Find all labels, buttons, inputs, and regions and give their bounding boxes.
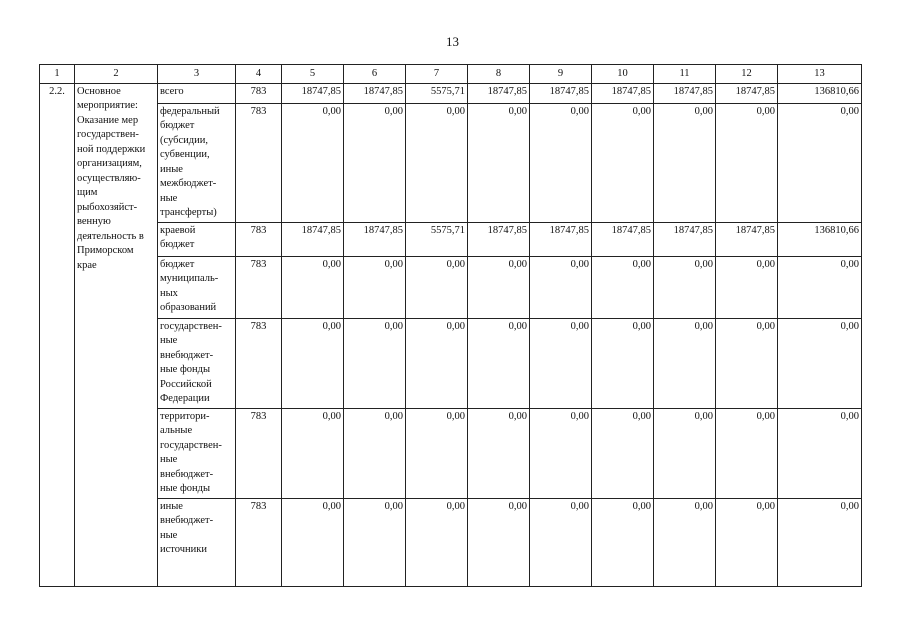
column-header: 2 — [75, 65, 158, 84]
funding-source: федеральный бюджет (субсидии, субвенции, иные межбюджет- ные трансферты) — [158, 104, 236, 223]
value-cell: 0,00 — [344, 104, 406, 223]
total-cell: 136810,66 — [778, 222, 862, 256]
value-cell: 0,00 — [716, 318, 778, 408]
column-header: 6 — [344, 65, 406, 84]
value-cell: 0,00 — [468, 408, 530, 498]
column-header: 11 — [654, 65, 716, 84]
value-cell: 18747,85 — [344, 84, 406, 104]
value-cell: 0,00 — [282, 318, 344, 408]
value-cell: 0,00 — [654, 256, 716, 318]
value-cell: 0,00 — [530, 104, 592, 223]
value-cell: 0,00 — [468, 498, 530, 586]
value-cell: 0,00 — [592, 318, 654, 408]
value-cell: 0,00 — [406, 256, 468, 318]
value-cell: 0,00 — [654, 318, 716, 408]
total-cell: 0,00 — [778, 104, 862, 223]
total-cell: 136810,66 — [778, 84, 862, 104]
value-cell: 0,00 — [530, 498, 592, 586]
value-cell: 0,00 — [282, 408, 344, 498]
column-header: 10 — [592, 65, 654, 84]
value-cell: 18747,85 — [654, 84, 716, 104]
value-cell: 5575,71 — [406, 84, 468, 104]
code-cell: 783 — [236, 104, 282, 223]
value-cell: 0,00 — [282, 256, 344, 318]
value-cell: 0,00 — [530, 408, 592, 498]
value-cell: 18747,85 — [468, 84, 530, 104]
column-header: 7 — [406, 65, 468, 84]
value-cell: 18747,85 — [654, 222, 716, 256]
value-cell: 0,00 — [344, 498, 406, 586]
column-header: 4 — [236, 65, 282, 84]
item-title: Основное мероприятие: Оказание мер государствен- ной поддержки организациям, осуществляю- щим рыбохозяйст- венную деятельность в Приморском крае — [75, 84, 158, 587]
value-cell: 0,00 — [468, 256, 530, 318]
table-row — [40, 256, 862, 318]
code-cell: 783 — [236, 222, 282, 256]
funding-source: всего — [158, 84, 236, 104]
value-cell: 0,00 — [592, 498, 654, 586]
table-row — [40, 84, 862, 104]
value-cell: 0,00 — [468, 318, 530, 408]
column-header: 8 — [468, 65, 530, 84]
table-row — [40, 222, 862, 256]
funding-source: территори- альные государствен- ные внебюджет- ные фонды — [158, 408, 236, 498]
value-cell: 0,00 — [592, 104, 654, 223]
value-cell: 5575,71 — [406, 222, 468, 256]
value-cell: 18747,85 — [592, 84, 654, 104]
total-cell: 0,00 — [778, 318, 862, 408]
value-cell: 0,00 — [344, 318, 406, 408]
table-row — [40, 408, 862, 498]
value-cell: 18747,85 — [592, 222, 654, 256]
value-cell: 18747,85 — [344, 222, 406, 256]
value-cell: 0,00 — [406, 104, 468, 223]
value-cell: 18747,85 — [530, 84, 592, 104]
value-cell: 18747,85 — [282, 222, 344, 256]
page-number: 13 — [446, 34, 459, 49]
column-header: 12 — [716, 65, 778, 84]
column-number-row — [40, 65, 862, 84]
funding-source: государствен- ные внебюджет- ные фонды Российской Федерации — [158, 318, 236, 408]
column-header: 13 — [778, 65, 862, 84]
value-cell: 0,00 — [530, 256, 592, 318]
total-cell: 0,00 — [778, 498, 862, 586]
value-cell: 0,00 — [654, 408, 716, 498]
code-cell: 783 — [236, 318, 282, 408]
table-row — [40, 104, 862, 223]
column-header: 1 — [40, 65, 75, 84]
funding-source: иные внебюджет- ные источники — [158, 498, 236, 586]
total-cell: 0,00 — [778, 256, 862, 318]
value-cell: 0,00 — [468, 104, 530, 223]
value-cell: 0,00 — [530, 318, 592, 408]
value-cell: 0,00 — [654, 498, 716, 586]
value-cell: 18747,85 — [530, 222, 592, 256]
value-cell: 0,00 — [282, 104, 344, 223]
value-cell: 0,00 — [406, 408, 468, 498]
value-cell: 0,00 — [406, 498, 468, 586]
code-cell: 783 — [236, 408, 282, 498]
code-cell: 783 — [236, 84, 282, 104]
value-cell: 0,00 — [716, 256, 778, 318]
value-cell: 0,00 — [592, 256, 654, 318]
table-row — [40, 318, 862, 408]
column-header: 9 — [530, 65, 592, 84]
value-cell: 0,00 — [282, 498, 344, 586]
table-row — [40, 498, 862, 586]
value-cell: 18747,85 — [716, 84, 778, 104]
value-cell: 18747,85 — [716, 222, 778, 256]
value-cell: 0,00 — [344, 256, 406, 318]
item-number: 2.2. — [40, 84, 75, 587]
value-cell: 0,00 — [654, 104, 716, 223]
value-cell: 0,00 — [344, 408, 406, 498]
value-cell: 18747,85 — [282, 84, 344, 104]
value-cell: 0,00 — [406, 318, 468, 408]
column-header: 3 — [158, 65, 236, 84]
funding-source: краевой бюджет — [158, 222, 236, 256]
code-cell: 783 — [236, 498, 282, 586]
total-cell: 0,00 — [778, 408, 862, 498]
value-cell: 18747,85 — [468, 222, 530, 256]
value-cell: 0,00 — [716, 104, 778, 223]
value-cell: 0,00 — [716, 408, 778, 498]
value-cell: 0,00 — [716, 498, 778, 586]
budget-table — [39, 64, 862, 587]
column-header: 5 — [282, 65, 344, 84]
funding-source: бюджет муниципаль- ных образований — [158, 256, 236, 318]
value-cell: 0,00 — [592, 408, 654, 498]
code-cell: 783 — [236, 256, 282, 318]
